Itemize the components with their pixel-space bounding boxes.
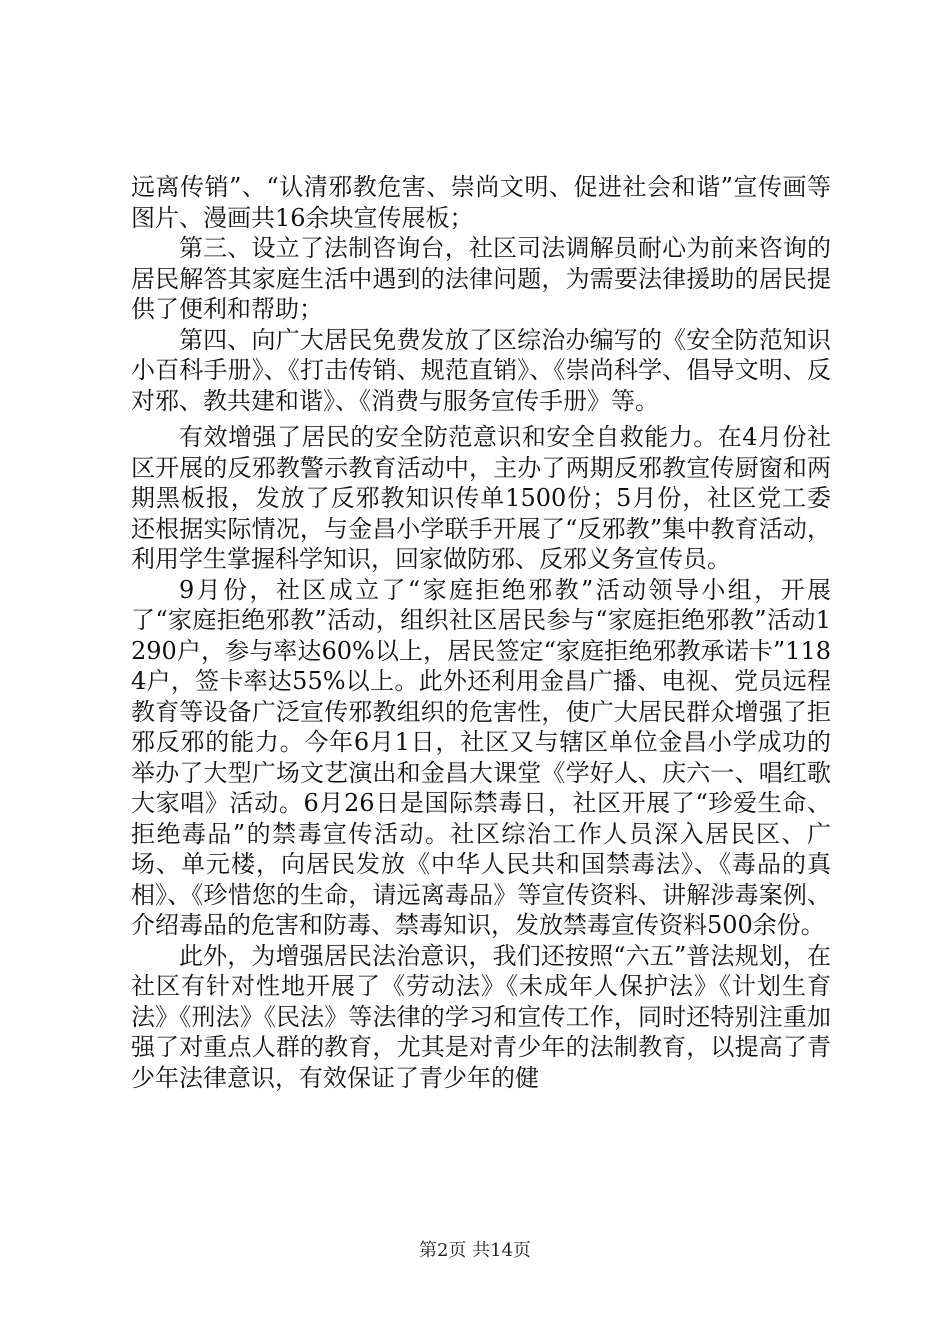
paragraph-continuation: 远离传销”、“认清邪教危害、崇尚文明、促进社会和谐”宣传画等图片、漫画共16余块宣传展板； [131, 173, 831, 232]
paragraph-fourth-item: 第四、向广大居民免费发放了区综治办编写的《安全防范知识小百科手册》、《打击传销、规范直销》、《崇尚科学、倡导文明、反对邪、教共建和谐》、《消费与服务宣传手册》等。 [131, 325, 831, 415]
paragraph-legal-education: 此外，为增强居民法治意识，我们还按照“六五”普法规划，在社区有针对性地开展了《劳动法》《未成年人保护法》《计划生育法》《刑法》《民法》等法律的学习和宣传工作，同时还特别注重加强了对重点人群的教育，尤其是对青少年的法制教育，以提高了青少年法律意识，有效保证了青少年的健 [131, 941, 831, 1092]
paragraph-september-activities: 9月份，社区成立了“家庭拒绝邪教”活动领导小组，开展了“家庭拒绝邪教”活动，组织社区居民参与“家庭拒绝邪教”活动1290户，参与率达60%以上，居民签定“家庭拒绝邪教承诺卡”1184户，签卡率达55%以上。此外还利用金昌广播、电视、党员远程教育等设备广泛宣传邪教组织的危害性，使广大居民群众增强了拒邪反邪的能力。今年6月1日，社区又与辖区单位金昌小学成功的举办了大型广场文艺演出和金昌大课堂《学好人、庆六一、唱红歌大家唱》活动。6月26日是国际禁毒日，社区开展了“珍爱生命、拒绝毒品”的禁毒宣传活动。社区综治工作人员深入居民区、广场、单元楼，向居民发放《中华人民共和国禁毒法》、《毒品的真相》、《珍惜您的生命，请远离毒品》等宣传资料、讲解涉毒案例、介绍毒品的危害和防毒、禁毒知识，发放禁毒宣传资料500余份。 [131, 575, 831, 939]
document-body [131, 172, 831, 1093]
page-footer: 第2页 共14页 [418, 1240, 532, 1261]
paragraph-third-item: 第三、设立了法制咨询台，社区司法调解员耐心为前来咨询的居民解答其家庭生活中遇到的法律问题，为需要法律援助的居民提供了便利和帮助； [131, 234, 831, 323]
paragraph-safety-awareness: 有效增强了居民的安全防范意识和安全自救能力。在4月份社区开展的反邪教警示教育活动中，主办了两期反邪教宣传厨窗和两期黑板报，发放了反邪教知识传单1500份；5月份，社区党工委还根据实际情况，与金昌小学联手开展了“反邪教”集中教育活动，利用学生掌握科学知识，回家做防邪、反邪义务宣传员。 [131, 423, 831, 573]
